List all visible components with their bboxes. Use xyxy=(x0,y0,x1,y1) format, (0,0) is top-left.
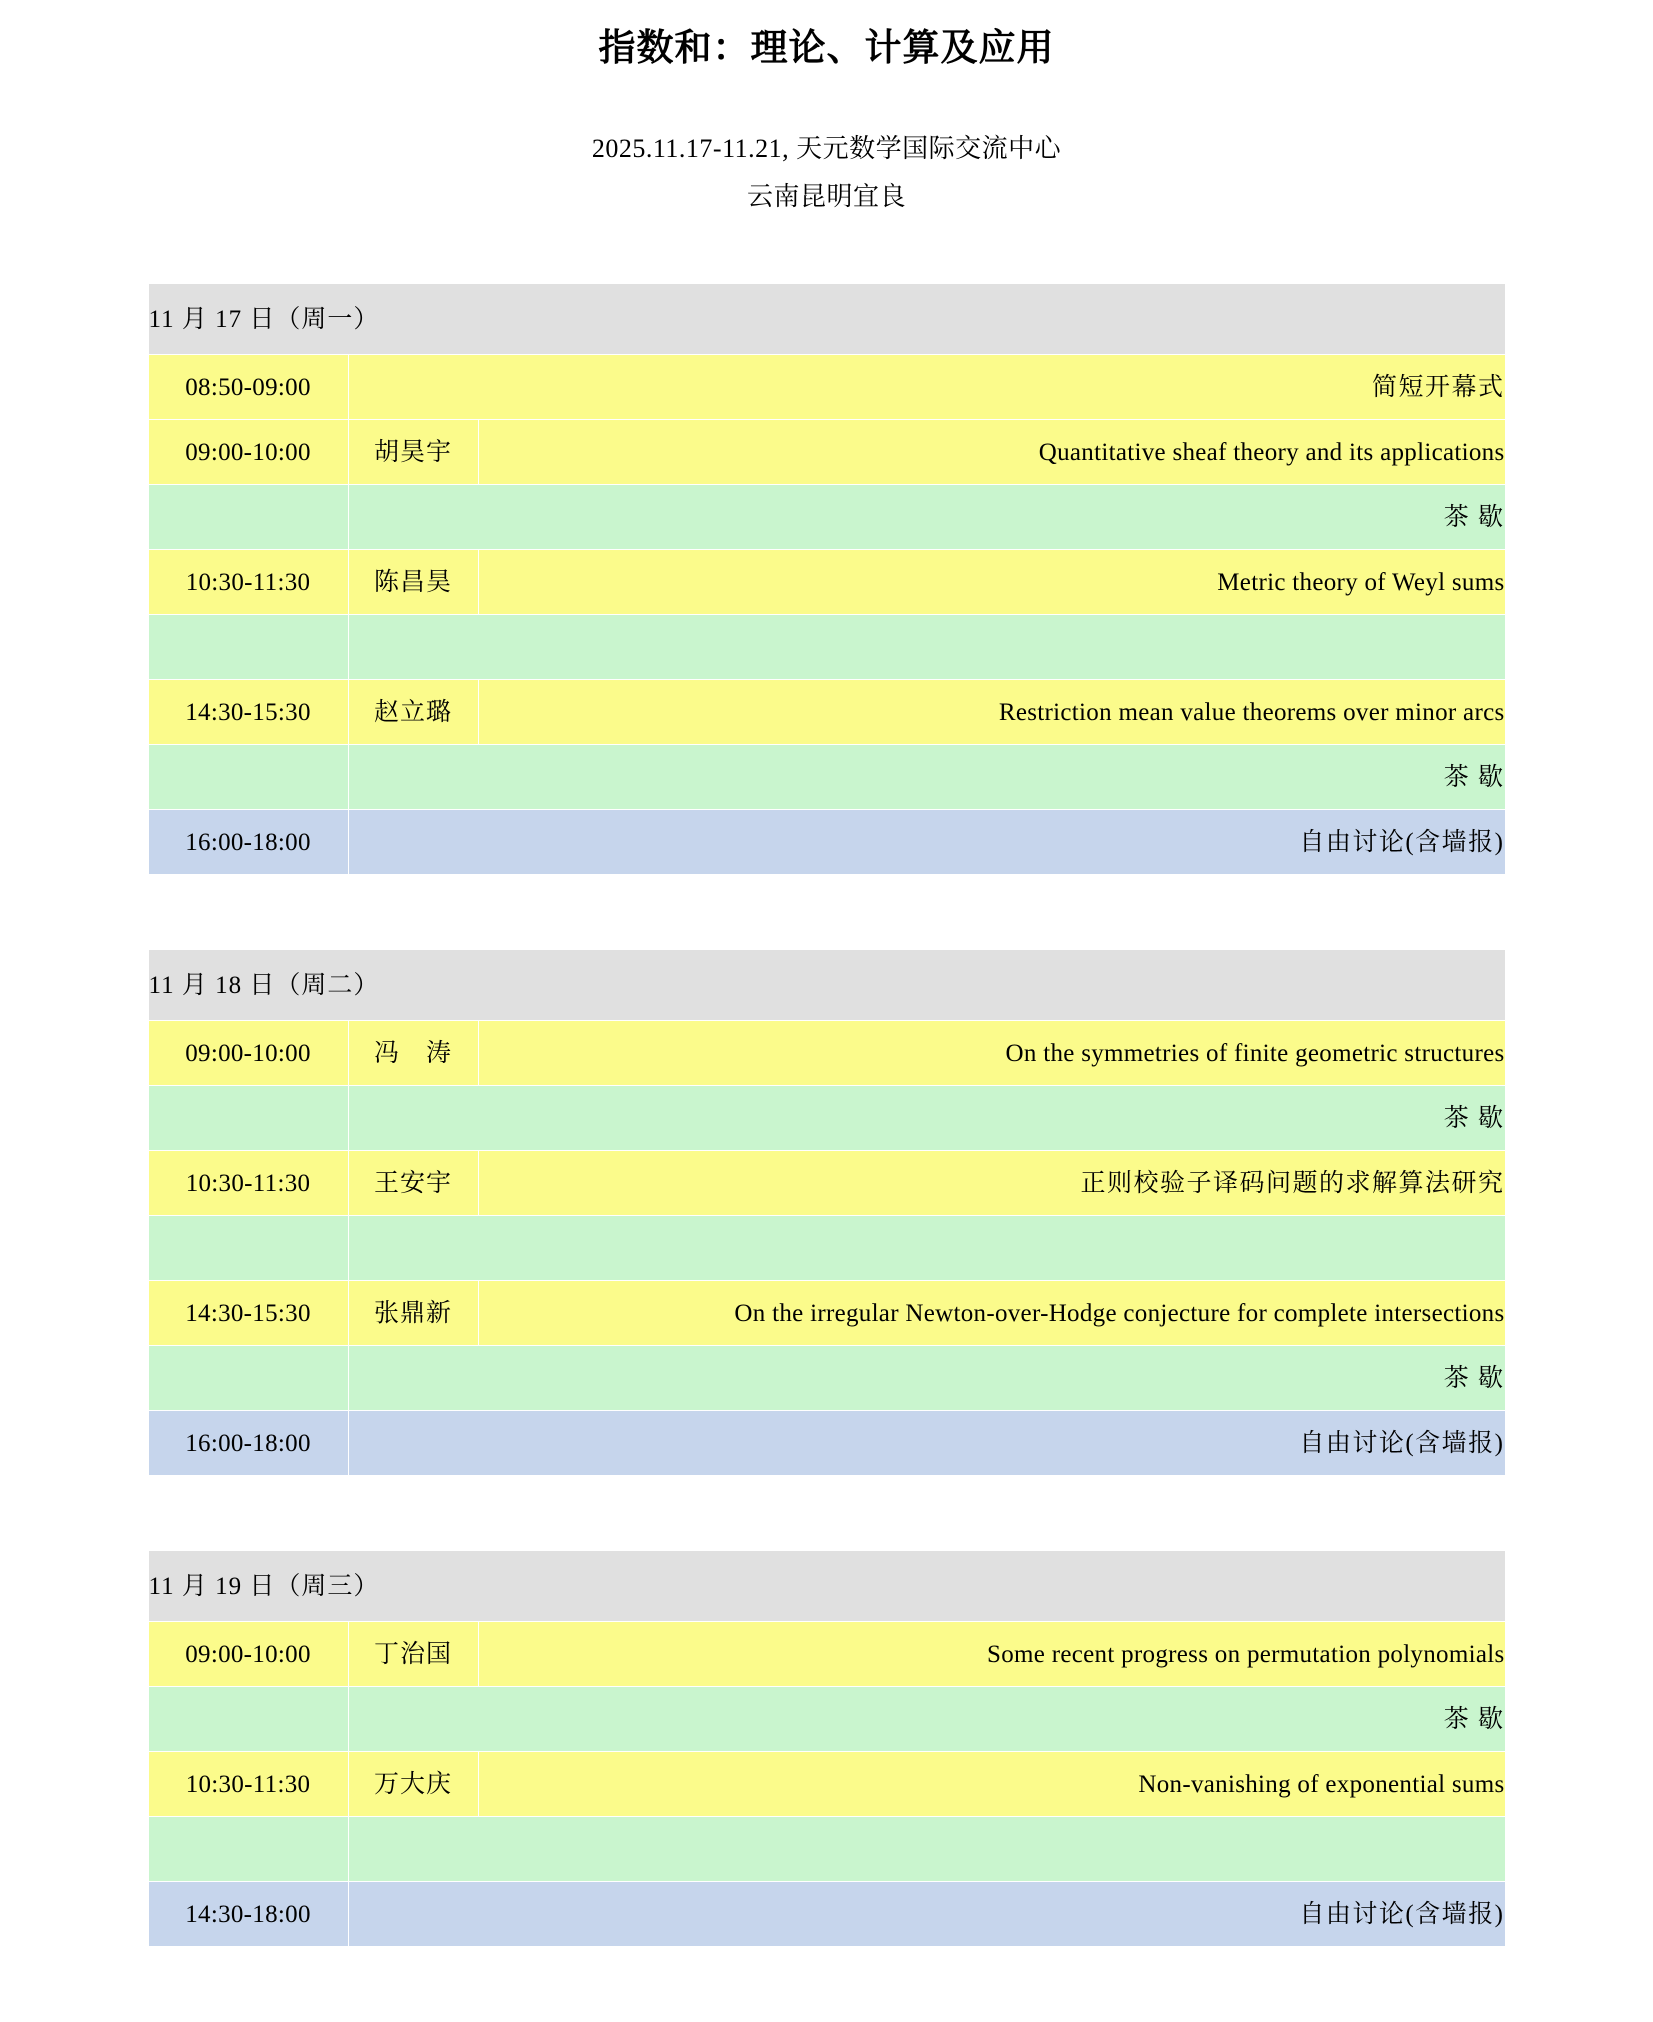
day-block xyxy=(148,949,1506,1476)
day-block xyxy=(148,1550,1506,1947)
row-speaker: 丁治国 xyxy=(348,1622,478,1687)
subtitle-line-city: 云南昆明宜良 xyxy=(746,182,906,212)
row-time: 14:30-18:00 xyxy=(148,1882,348,1947)
schedule-row xyxy=(148,1622,1505,1687)
row-time: 14:30-15:30 xyxy=(148,680,348,745)
schedule-row xyxy=(148,1216,1505,1281)
row-title: Quantitative sheaf theory and its applications xyxy=(478,420,1505,485)
row-speaker: 胡昊宇 xyxy=(348,420,478,485)
schedule-row xyxy=(148,615,1505,680)
schedule-row xyxy=(148,1346,1505,1411)
row-time xyxy=(148,1687,348,1752)
schedule-row xyxy=(148,1882,1505,1947)
row-time: 10:30-11:30 xyxy=(148,550,348,615)
page-title: 指数和：理论、计算及应用 xyxy=(598,28,1055,69)
day-header-row xyxy=(148,950,1505,1021)
row-title: Metric theory of Weyl sums xyxy=(478,550,1505,615)
row-title xyxy=(348,1817,1505,1882)
row-title: 茶 歇 xyxy=(348,1687,1505,1752)
row-title xyxy=(348,1216,1505,1281)
day-header-row xyxy=(148,284,1505,355)
day-schedule-table xyxy=(148,949,1506,1476)
row-title: 茶 歇 xyxy=(348,1086,1505,1151)
schedule-row xyxy=(148,745,1505,810)
row-time xyxy=(148,1817,348,1882)
schedule-row xyxy=(148,1281,1505,1346)
row-title: 正则校验子译码问题的求解算法研究 xyxy=(478,1151,1505,1216)
row-speaker: 王安宇 xyxy=(348,1151,478,1216)
schedule-row xyxy=(148,355,1505,420)
schedule-row xyxy=(148,1021,1505,1086)
row-time: 16:00-18:00 xyxy=(148,1411,348,1476)
schedule-row xyxy=(148,1817,1505,1882)
row-speaker: 陈昌昊 xyxy=(348,550,478,615)
row-speaker: 万大庆 xyxy=(348,1752,478,1817)
row-time: 09:00-10:00 xyxy=(148,420,348,485)
schedule-row xyxy=(148,1411,1505,1476)
row-title: 自由讨论(含墙报) xyxy=(348,1411,1505,1476)
row-time: 10:30-11:30 xyxy=(148,1151,348,1216)
row-time: 10:30-11:30 xyxy=(148,1752,348,1817)
row-title: 茶 歇 xyxy=(348,1346,1505,1411)
schedule-row xyxy=(148,680,1505,745)
subtitle-block xyxy=(0,125,1653,221)
schedule-row xyxy=(148,1752,1505,1817)
day-header-label: 11 月 19 日（周三） xyxy=(148,1551,1505,1622)
row-time: 16:00-18:00 xyxy=(148,810,348,875)
days-container xyxy=(0,283,1653,1947)
schedule-row xyxy=(148,810,1505,875)
row-time xyxy=(148,485,348,550)
row-speaker: 张鼎新 xyxy=(348,1281,478,1346)
row-time xyxy=(148,745,348,810)
row-title: 简短开幕式 xyxy=(348,355,1505,420)
row-title: 自由讨论(含墙报) xyxy=(348,1882,1505,1947)
day-header-label: 11 月 17 日（周一） xyxy=(148,284,1505,355)
row-time xyxy=(148,615,348,680)
row-time xyxy=(148,1086,348,1151)
day-header-row xyxy=(148,1551,1505,1622)
row-title: 茶 歇 xyxy=(348,745,1505,810)
row-title: On the irregular Newton-over-Hodge conjecture for complete intersections xyxy=(478,1281,1505,1346)
row-time: 14:30-15:30 xyxy=(148,1281,348,1346)
row-time: 09:00-10:00 xyxy=(148,1622,348,1687)
schedule-row xyxy=(148,1687,1505,1752)
row-time xyxy=(148,1216,348,1281)
row-title: 自由讨论(含墙报) xyxy=(348,810,1505,875)
row-title: Non-vanishing of exponential sums xyxy=(478,1752,1505,1817)
day-spacer xyxy=(0,875,1653,949)
day-schedule-table xyxy=(148,283,1506,875)
row-time xyxy=(148,1346,348,1411)
row-time: 08:50-09:00 xyxy=(148,355,348,420)
schedule-row xyxy=(148,485,1505,550)
day-schedule-table xyxy=(148,1550,1506,1947)
row-title xyxy=(348,615,1505,680)
schedule-row xyxy=(148,1151,1505,1216)
day-header-label: 11 月 18 日（周二） xyxy=(148,950,1505,1021)
row-title: Some recent progress on permutation polynomials xyxy=(478,1622,1505,1687)
row-time: 09:00-10:00 xyxy=(148,1021,348,1086)
schedule-row xyxy=(148,1086,1505,1151)
row-title: Restriction mean value theorems over minor arcs xyxy=(478,680,1505,745)
schedule-row xyxy=(148,420,1505,485)
row-speaker: 赵立璐 xyxy=(348,680,478,745)
row-title: 茶 歇 xyxy=(348,485,1505,550)
subtitle-line-venue: 2025.11.17-11.21, 天元数学国际交流中心 xyxy=(591,134,1062,164)
schedule-row xyxy=(148,550,1505,615)
day-block xyxy=(148,283,1506,875)
row-title: On the symmetries of finite geometric structures xyxy=(478,1021,1505,1086)
day-spacer xyxy=(0,1476,1653,1550)
row-speaker: 冯 涛 xyxy=(348,1021,478,1086)
